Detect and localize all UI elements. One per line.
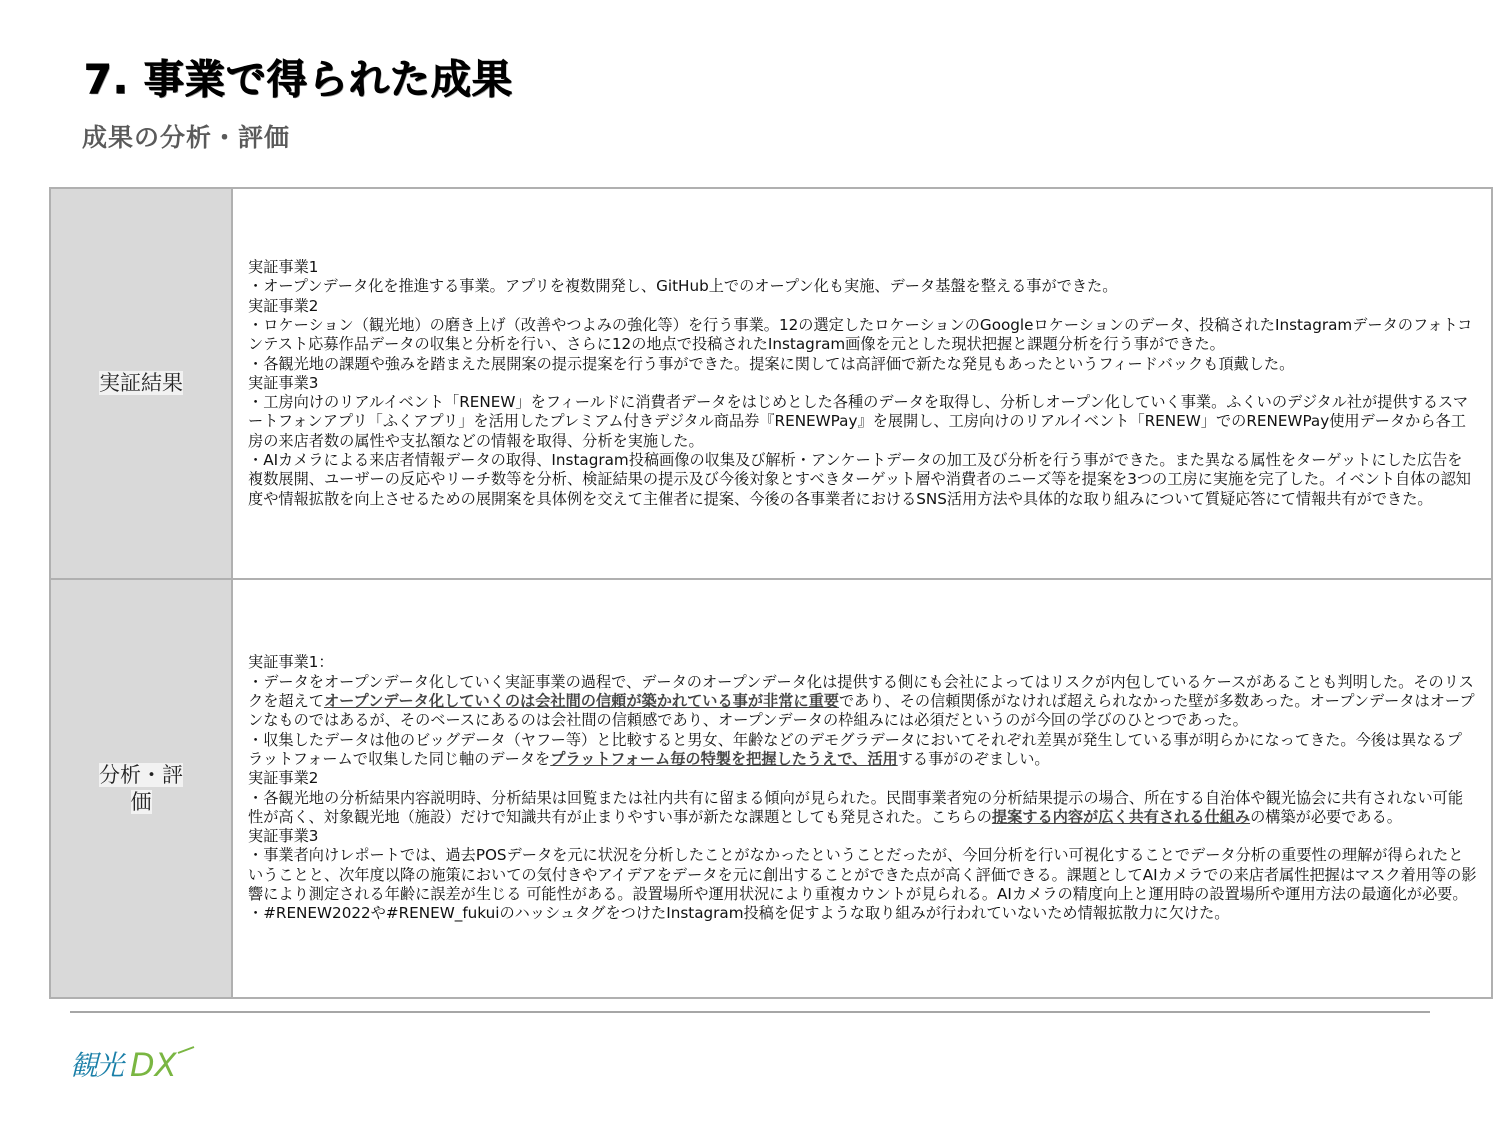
- paragraph: 実証事業1: [248, 258, 319, 277]
- paragraph: ・AIカメラによる来店者情報データの取得、Instagram投稿画像の収集及び解析・アンケートデータの加工及び分析を行う事ができた。また異なる属性をターゲットにした広告を複数展開、ユーザーの反応やリーチ数等を分析、検証結果の提示及び今後対象とすべきターゲット層や消費者のニーズ等を提案を3つの工房に実施を完了した。イベント自体の認知度や情報拡散を向上させるための展開案を具体例を交えて主催者に提案、今後の各事業者におけるSNS活用方法や具体的な取り組みについて質疑応答にて情報共有ができた。: [248, 451, 1471, 508]
- paragraph: ・データをオープンデータ化していく実証事業の過程で、データのオープンデータ化は提供する側にも会社によってはリスクが内包しているケースがあることも判明した。そのリスクを超えてオープンデータ化していくのは会社間の信頼が築かれている事が非常に重要であり、その信頼関係がなければ超えられなかった壁が多数あった。オープンデータはオープンなものではあるが、そのベースにあるのは会社間の信頼感であり、オープンデータの枠組みには必須だというのが今回の学びのひとつであった。: [248, 672, 1475, 730]
- section-heading: 実証事業3: [248, 827, 319, 846]
- section-heading: 実証事業1：: [248, 653, 334, 672]
- paragraph: ・ロケーション（観光地）の磨き上げ（改善やつよみの強化等）を行う事業。12の選定したロケーションのGoogleロケーションのデータ、投稿されたInstagramデータのフォトコンテスト応募作品データの収集と分析を行い、さらに12の地点で投稿されたInstagram画像を元とした現状把握と課題分析を行う事ができた。: [248, 315, 1473, 354]
- row-label-analysis: 分析・評 価: [50, 579, 232, 998]
- paragraph: 実証事業3: [248, 373, 319, 392]
- kanko-dx-logo: [70, 1043, 200, 1085]
- svg-text:DX: DX: [130, 1046, 177, 1084]
- svg-text:観光: 観光: [70, 1049, 123, 1082]
- paragraph: 実証事業2: [248, 296, 319, 315]
- page-subtitle: 成果の分析・評価: [82, 123, 291, 152]
- table-row: [50, 579, 1492, 998]
- row-label-results: 実証結果: [50, 188, 232, 579]
- page-title: 7. 事業で得られた成果: [84, 57, 513, 103]
- paragraph: ・オープンデータ化を推進する事業。アプリを複数開発し、GitHub上でのオープン化も実施、データ基盤を整える事ができた。: [248, 277, 1118, 296]
- paragraph: ・収集したデータは他のビッグデータ（ヤフー等）と比較すると男女、年齢などのデモグラデータにおいてそれぞれ差異が発生している事が明らかになってきた。今後は異なるプラットフォームで収集した同じ軸のデータをプラットフォーム毎の特製を把握したうえで、活用する事がのぞましい。: [248, 730, 1462, 768]
- emphasis-underline: プラットフォーム毎の特製を把握したうえで、活用: [550, 749, 898, 768]
- paragraph: ・事業者向けレポートでは、過去POSデータを元に状況を分析したことがなかったということだったが、今回分析を行い可視化することでデータ分析の重要性の理解が得られたということと、次年度以降の施策においての気付きやアイデアをデータを元に創出することができた点が高く評価できる。課題としてAIカメラでの来店者属性把握はマスク着用等の影響により測定される年齢に誤差が生じる 可能性がある。設置場所や運用状況により重複カウントが見られる。AIカメラの精度向上と運用時の設置場所や運用方法の最適化が必要。: [248, 846, 1477, 903]
- paragraph: ・各観光地の分析結果内容説明時、分析結果は回覧または社内共有に留まる傾向が見られた。民間事業者宛の分析結果提示の場合、所在する自治体や観光協会に共有されない可能性が高く、対象観光地（施設）だけで知識共有が止まりやすい事が新たな課題としても発見された。こちらの提案する内容が広く共有される仕組みの構築が必要である。: [248, 788, 1463, 826]
- paragraph: ・各観光地の課題や強みを踏まえた展開案の提示提案を行う事ができた。提案に関しては高評価で新たな発見もあったというフィードバックも頂戴した。: [248, 354, 1295, 373]
- emphasis-underline: オープンデータ化していくのは会社間の信頼が築かれている事が非常に重要: [323, 692, 839, 711]
- analysis-cell: [232, 579, 1492, 998]
- paragraph: ・工房向けのリアルイベント「RENEW」をフィールドに消費者データをはじめとした各種のデータを取得し、分析しオープン化していく事業。ふくいのデジタル社が提供するスマートフォンアプリ「ふくアプリ」を活用したプレミアム付きデジタル商品券『RENEWPay』を展開し、工房向けのリアルイベント「RENEW」でのRENEWPay使用データから各工房の来店者数の属性や支払額などの情報を取得、分析を実施した。: [248, 393, 1469, 450]
- section-heading: 実証事業2: [248, 769, 319, 788]
- table-row: [50, 188, 1492, 579]
- results-table: [49, 187, 1493, 999]
- emphasis-underline: 提案する内容が広く共有される仕組み: [991, 807, 1251, 826]
- results-cell: [232, 188, 1492, 579]
- paragraph: ・#RENEW2022や#RENEW_fukuiのハッシュタグをつけたInstagram投稿を促すような取り組みが行われていないため情報拡散力に欠けた。: [248, 904, 1230, 923]
- footer-divider: [70, 1011, 1430, 1013]
